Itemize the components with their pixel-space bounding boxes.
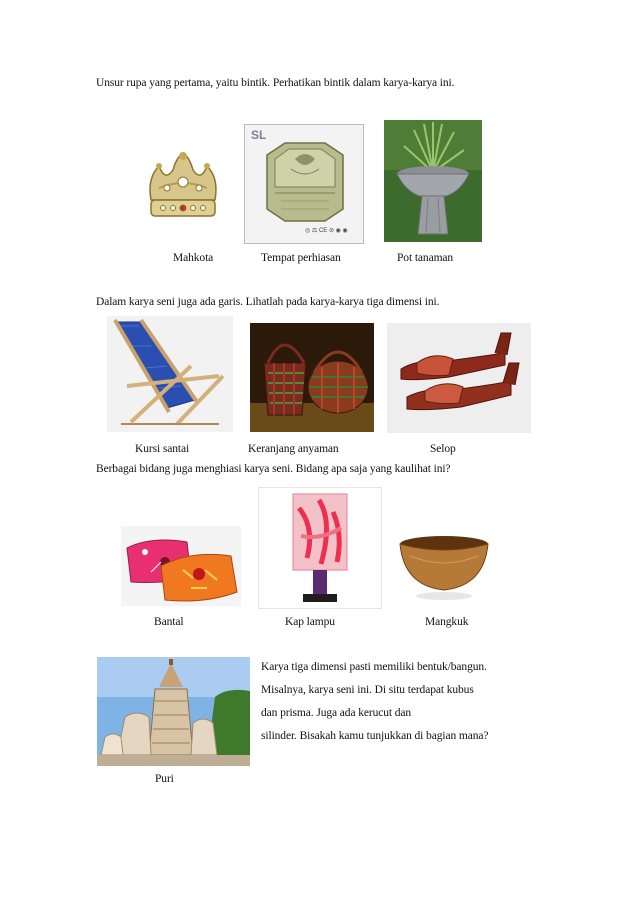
- puri-temple-image: [97, 657, 250, 766]
- pillows-image: [121, 526, 241, 606]
- bowl-image: [386, 526, 502, 606]
- planes-intro-text: Berbagai bidang juga menghiasi karya seni. Bidang apa saja yang kaulihat ini?: [96, 463, 451, 475]
- closing-line-3: dan prisma. Juga ada kerucut dan: [261, 707, 412, 719]
- caption-bantal: Bantal: [154, 616, 184, 628]
- slippers-image: [387, 323, 531, 433]
- jewelry-box-image: [244, 124, 364, 244]
- caption-puri: Puri: [155, 773, 174, 785]
- woven-baskets-image: [250, 323, 374, 432]
- caption-kursi-santai: Kursi santai: [135, 443, 190, 455]
- intro-text: Unsur rupa yang pertama, yaitu bintik. Perhatikan bintik dalam karya-karya ini.: [96, 77, 455, 89]
- closing-line-2: Misalnya, karya seni ini. Di situ terdapat kubus: [261, 684, 474, 696]
- closing-line-1: Karya tiga dimensi pasti memiliki bentuk/bangun.: [261, 661, 487, 673]
- caption-tempat-perhiasan: Tempat perhiasan: [261, 252, 341, 264]
- crown-image: [137, 148, 229, 228]
- deck-chair-image: [107, 316, 233, 432]
- caption-keranjang-anyaman: Keranjang anyaman: [248, 443, 339, 455]
- caption-pot-tanaman: Pot tanaman: [397, 252, 454, 264]
- caption-selop: Selop: [430, 443, 456, 455]
- plant-pot-image: [384, 120, 482, 242]
- caption-kap-lampu: Kap lampu: [285, 616, 335, 628]
- lamp-image: [258, 487, 382, 609]
- brand-badge: SL: [251, 128, 267, 142]
- lines-intro-text: Dalam karya seni juga ada garis. Lihatlah pada karya-karya tiga dimensi ini.: [96, 296, 440, 308]
- caption-mangkuk: Mangkuk: [425, 616, 469, 628]
- closing-line-4: silinder. Bisakah kamu tunjukkan di bagian mana?: [261, 730, 489, 742]
- caption-mahkota: Mahkota: [173, 252, 214, 264]
- certification-marks: ◎ ⚖ CE ⊘ ◉ ◉: [305, 228, 348, 234]
